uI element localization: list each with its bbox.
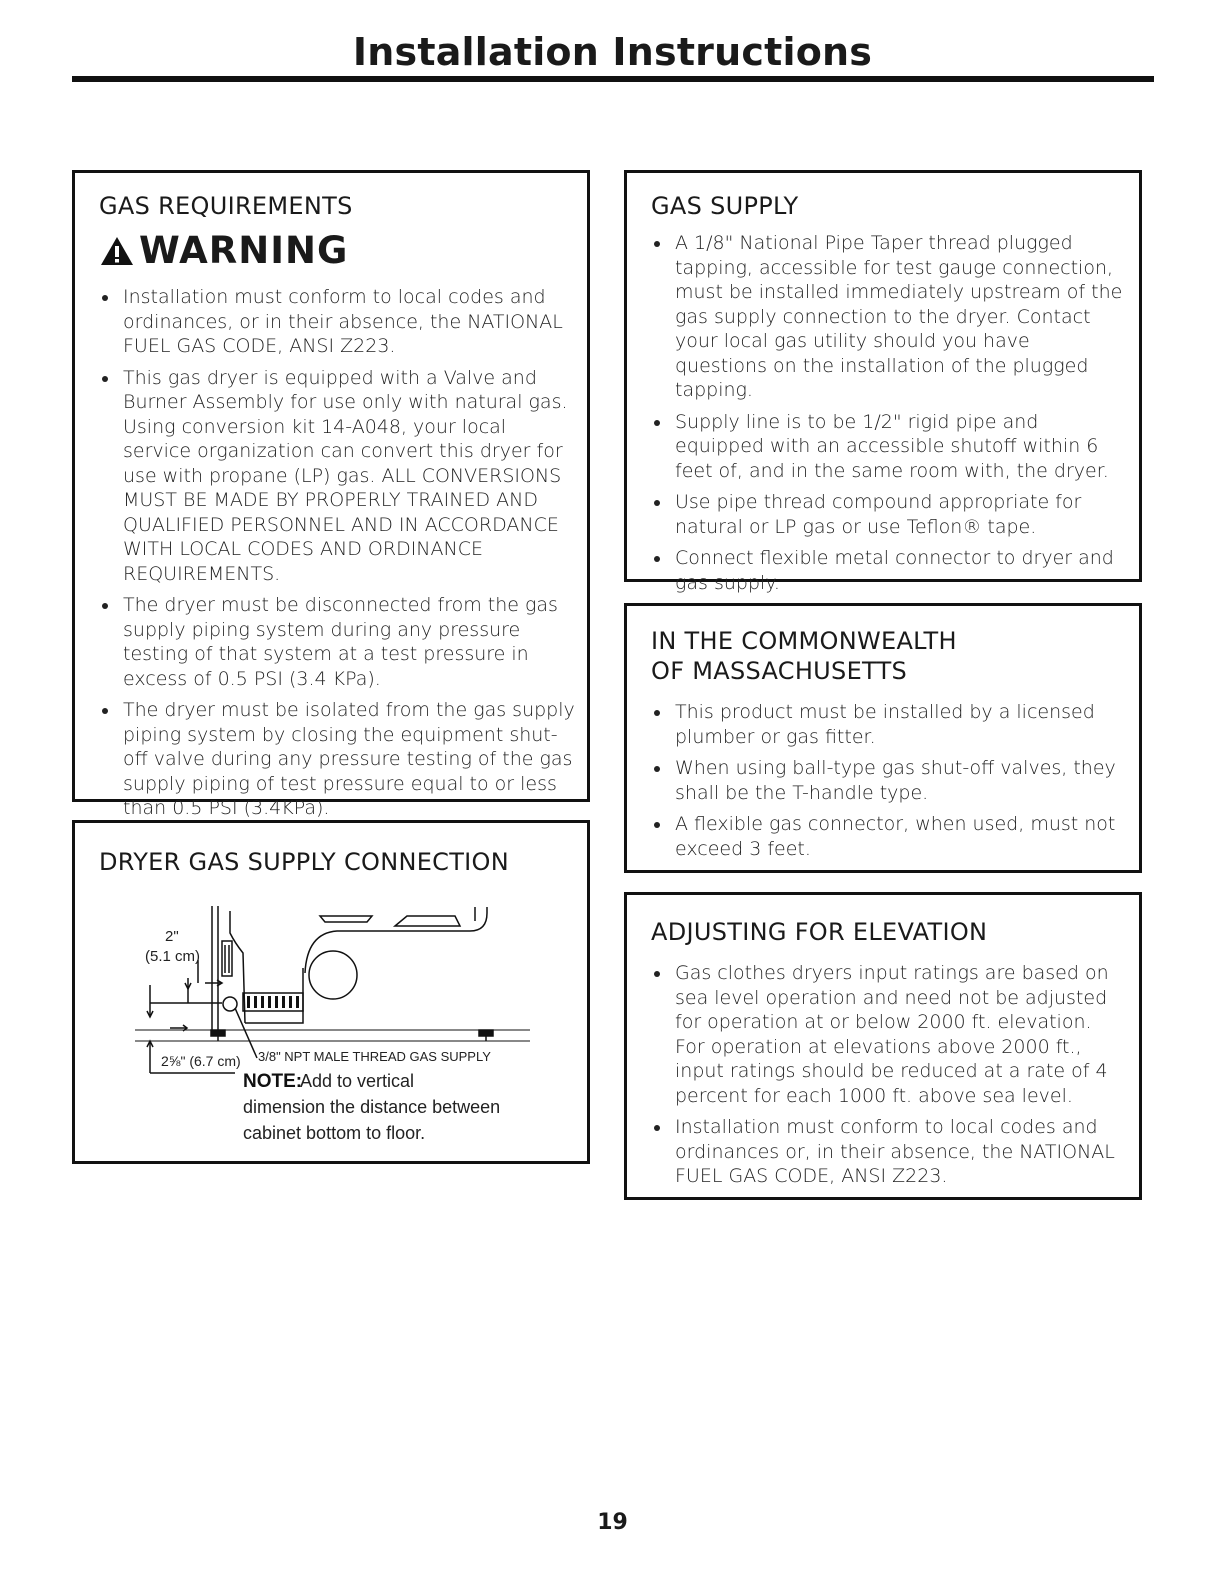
gas-supply-heading: GAS SUPPLY <box>651 192 799 220</box>
gas-connection-diagram <box>75 823 587 1161</box>
dryer-gas-supply-connection-heading: DRYER GAS SUPPLY CONNECTION <box>99 848 510 876</box>
page-title: Installation Instructions <box>352 30 873 74</box>
elevation-box <box>624 892 1142 1200</box>
gas-supply-list <box>651 231 1127 595</box>
dryer-gas-supply-connection-box <box>72 820 590 1164</box>
list-item: Supply line is to be 1/2" rigid pipe and equipped with an accessible shutoff within 6 feet of, and in the same room with, the dryer. <box>651 410 1127 484</box>
gas-requirements-box <box>72 170 590 819</box>
warning-label: WARNING <box>139 229 349 272</box>
list-item: A flexible gas connector, when used, must not exceed 3 feet. <box>651 812 1127 861</box>
list-item: Gas clothes dryers input ratings are based on sea level operation and need not be adjusted for operation at or below 2000 ft. elevation. For operation at elevations above 2000 ft., input ratings should be reduced at a rate of 4 percent for each 1000 ft. above sea level. <box>651 961 1127 1108</box>
massachusetts-heading-line-1: IN THE COMMONWEALTH <box>651 627 957 655</box>
list-item: Use pipe thread compound appropriate for natural or LP gas or use Teflon® tape. <box>651 490 1127 539</box>
page-number: 19 <box>597 1510 628 1535</box>
list-item: Installation must conform to local codes and ordinances or, in their absence, the NATIONAL FUEL GAS CODE, ANSI Z223. <box>651 1115 1127 1189</box>
gas-supply-box <box>624 170 1142 594</box>
list-item: Installation must conform to local codes and ordinances, or in their absence, the NATIONAL FUEL GAS CODE, ANSI Z223. <box>99 285 575 359</box>
gas-requirements-list <box>99 285 575 821</box>
note-line-1: Add to vertical <box>300 1071 415 1091</box>
dim-bottom-label: 2⅝" (6.7 cm) <box>161 1053 241 1069</box>
massachusetts-heading-line-2: OF MASSACHUSETTS <box>651 657 908 685</box>
list-item: The dryer must be disconnected from the gas supply piping system during any pressure testing of that system at a test pressure in excess of 0.5 PSI (3.4 KPa). <box>99 593 575 691</box>
massachusetts-box <box>624 603 1142 873</box>
list-item: Connect flexible metal connector to dryer and gas supply. <box>651 546 1127 595</box>
list-item: This gas dryer is equipped with a Valve and Burner Assembly for use only with natural gas. Using conversion kit 14-A048, your local service organization can convert this dryer for use with propane (LP) gas. ALL CONVERSIONS MUST BE MADE BY PROPERLY TRAINED AND QUALIFIED PERSONNEL AND IN ACCORDANCE WITH LOCAL CODES AND ORDINANCE REQUIREMENTS. <box>99 366 575 587</box>
massachusetts-list <box>651 700 1127 861</box>
gas-requirements-heading: GAS REQUIREMENTS <box>99 192 353 220</box>
note-label: NOTE: <box>243 1071 303 1092</box>
pipe-label: 3/8" NPT MALE THREAD GAS SUPPLY <box>258 1049 491 1064</box>
list-item: When using ball-type gas shut-off valves, they shall be the T-handle type. <box>651 756 1127 805</box>
note-line-3: cabinet bottom to floor. <box>243 1123 426 1143</box>
note-line-2: dimension the distance between <box>243 1097 501 1117</box>
dim-top-metric-label: (5.1 cm) <box>145 948 201 965</box>
list-item: A 1/8" National Pipe Taper thread plugged tapping, accessible for test gauge connection, must be installed immediately upstream of the gas supply connection to the dryer. Contact your local gas utility should you have questions on the installation of the plugged tapping. <box>651 231 1127 403</box>
warning-banner <box>99 231 575 271</box>
title-rule <box>72 76 1154 82</box>
dim-top-label: 2" <box>165 928 179 945</box>
list-item: This product must be installed by a licensed plumber or gas fitter. <box>651 700 1127 749</box>
list-item: The dryer must be isolated from the gas supply piping system by closing the equipment shut-off valve during any pressure testing of the gas supply piping of test pressure equal to or less than 0.5 PSI (3.4KPa). <box>99 698 575 821</box>
elevation-list <box>651 961 1127 1189</box>
warning-triangle-icon <box>99 235 135 267</box>
elevation-heading: ADJUSTING FOR ELEVATION <box>651 918 988 946</box>
